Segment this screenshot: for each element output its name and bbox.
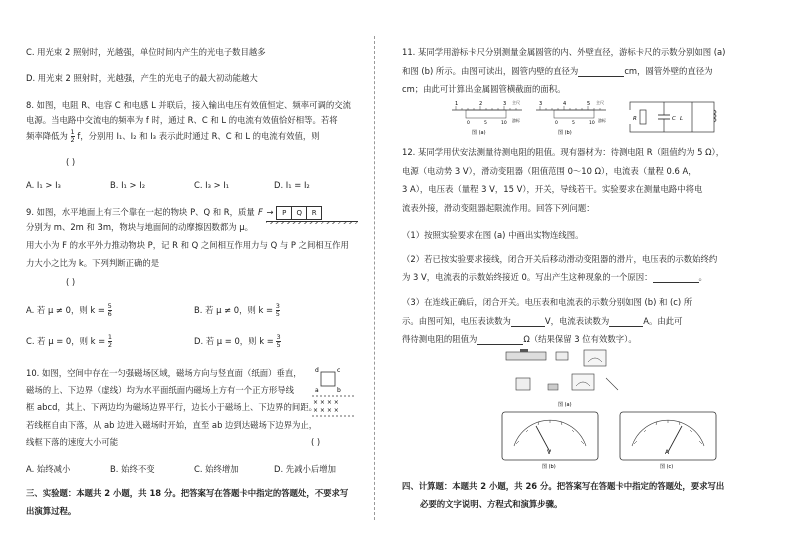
q9-d-den: 5 <box>276 341 281 349</box>
vern-b-10: 10 <box>589 121 595 126</box>
label-a: a <box>315 387 319 394</box>
q9-line-4: 力大小之比为 k。下列判断正确的是 <box>26 258 160 268</box>
rheostat-icon <box>506 352 546 360</box>
q9-line-1: 9. 如图，水平地面上有三个靠在一起的物块 P、Q 和 R，质量 <box>26 207 255 217</box>
q9-option-c-fraction <box>108 334 112 349</box>
q9-option-b-text: B. 若 μ ≠ 0，则 k = <box>194 305 274 315</box>
vernier-a <box>452 99 522 136</box>
caption-a: 图 (a) <box>472 130 486 136</box>
vernier-figures <box>452 98 612 138</box>
vernier-slider-b <box>554 110 594 118</box>
caption-12a: 图 (a) <box>558 402 572 408</box>
ammeter-reading-blank[interactable] <box>609 318 643 327</box>
q8-fraction <box>71 129 75 144</box>
q10-figure <box>312 364 356 418</box>
q9-option-d-text: D. 若 μ = 0，则 k = <box>194 336 274 346</box>
capacitor-gap <box>659 115 669 119</box>
section-3-line-2: 出演算过程。 <box>26 506 77 516</box>
label-l: L <box>680 116 684 122</box>
q9-option-c-text: C. 若 μ = 0，则 k = <box>26 336 106 346</box>
label-c: c <box>337 367 341 374</box>
q9-a-den: 6 <box>107 310 112 318</box>
q10-option-a: A. 始终减小 <box>26 464 71 474</box>
section-3-line-1: 三、实验题：本题共 2 小题，共 18 分。把答案写在答题卡中指定的答题处，不要求写 <box>26 488 349 498</box>
section-4-line-1: 四、计算题：本题共 2 小题，共 26 分。把答案写在答题卡中指定的答题处，要求写出 <box>402 481 725 491</box>
q12-line-2: 电源（电动势 3 V），滑动变阻器（阻值范围 0～10 Ω），电流表（量程 0.6 A， <box>402 166 697 176</box>
voltmeter-unit: V <box>547 449 552 456</box>
right-column <box>402 0 764 560</box>
q8-line-3-end: f，分别用 I₁、I₂ 和 I₃ 表示此时通过 R、C 和 L 的电流有效值，则 <box>77 131 320 141</box>
block-q: Q <box>291 206 307 220</box>
q9-option-c <box>26 334 112 349</box>
column-divider <box>374 36 375 520</box>
meters-figure <box>498 410 724 470</box>
wire-frame-square <box>321 372 335 386</box>
tick-b-5: 5 <box>587 101 591 107</box>
q8-fraction-den: 2 <box>70 136 75 144</box>
q8-option-b: B. I₁ > I₂ <box>110 180 146 190</box>
q12-line-1: 12. 某同学用伏安法测量待测电阻的阻值。现有器材为：待测电阻 R（阻值约为 5 Ω）， <box>402 147 725 157</box>
q12-line-4: 流表外接，滑动变阻器起限流作用。回答下列问题： <box>402 203 595 213</box>
q9-option-a-text: A. 若 μ ≠ 0，则 k = <box>26 305 105 315</box>
label-b: b <box>337 387 341 394</box>
q12-part-3-line-2 <box>402 316 682 327</box>
q10-line-2: 磁场的上、下边界（虚线）均为水平面纸面内磁场上方有一个正方形导线 <box>26 385 294 395</box>
q9-option-d <box>194 334 281 349</box>
q8-option-a: A. I₁ > I₃ <box>26 180 61 190</box>
inner-diameter-blank[interactable] <box>578 68 624 77</box>
q8-paren: ( ) <box>66 157 76 167</box>
q10-option-b: B. 始终不变 <box>110 464 155 474</box>
section-4-line-2: 必要的文字说明、方程式和演算步骤。 <box>420 499 563 509</box>
q9-paren: ( ) <box>66 277 76 287</box>
battery-icon <box>516 378 530 390</box>
q12-part-3-line-1: （3）在连线正确后，闭合开关。电压表和电流表的示数分别如图 (b) 和 (c) 所 <box>402 297 693 307</box>
vern-a-10: 10 <box>501 121 507 126</box>
vernier-label-b: 游标 <box>598 118 606 123</box>
q9-option-a-fraction <box>108 303 112 318</box>
wire-icon <box>606 378 618 390</box>
q11-line-1: 11. 某同学用游标卡尺分别测量金属圆管的内、外壁直径，游标卡尺的示数分别如图 (a) <box>402 47 726 57</box>
block-p: P <box>276 206 292 220</box>
q9-line-2: 分别为 m、2m 和 3m，物块与地面间的动摩擦因数都为 μ。 <box>26 222 253 232</box>
rcl-circuit <box>624 98 720 138</box>
q12-part-2-line-2 <box>402 272 707 283</box>
main-ticks-a <box>456 106 516 110</box>
label-d: d <box>315 367 319 374</box>
q8-option-c: C. I₃ > I₁ <box>194 180 230 190</box>
q10-line-5: 线框下落的速度大小可能 <box>26 437 119 447</box>
q12-part-1: （1）按照实验要求在图 (a) 中画出实物连线图。 <box>402 230 584 240</box>
q10-line-3: 框 abcd，其上、下两边均为磁场边界平行，边长小于磁场上、下边界的间距。 <box>26 402 318 412</box>
q12-part-3-text-3: A。由此可 <box>643 316 683 326</box>
q8-line-3 <box>26 129 320 144</box>
failure-reason-blank[interactable] <box>653 274 699 283</box>
q7-option-c: C. 用光束 2 照射时，光越强，单位时间内产生的光电子数目越多 <box>26 47 266 57</box>
main-scale-label-a: 主尺 <box>512 100 520 105</box>
q8-fraction-num: 1 <box>70 128 75 136</box>
q11-line-2-mid: cm，圆管外壁的直径为 <box>624 66 713 76</box>
vern-b-5: 5 <box>572 121 575 126</box>
q12-part-3-line-3 <box>402 334 637 345</box>
resistor-icon <box>640 110 646 124</box>
field-marks-row-1: × × × × <box>313 399 339 406</box>
q8-line-3-start: 频率降低为 <box>26 131 68 141</box>
q9-b-den: 5 <box>275 310 280 318</box>
tick-a-3: 3 <box>503 101 507 107</box>
q10-option-d: D. 先减小后增加 <box>274 464 337 474</box>
q12-part-3-text-2: V，电流表读数为 <box>544 316 610 326</box>
resistance-blank[interactable] <box>477 336 523 345</box>
q10-paren: ( ) <box>311 437 321 447</box>
q9-c-den: 2 <box>107 341 112 349</box>
q10-line-4: 若线框自由下落，从 ab 边进入磁场时开始，直至 ab 边到达磁场下边界为止， <box>26 420 318 430</box>
tick-b-4: 4 <box>563 101 567 107</box>
q9-d-num: 3 <box>276 333 281 341</box>
q9-option-b <box>194 303 280 318</box>
q12-line-3: 3 A），电压表（量程 3 V，15 V），开关，导线若干。实验要求在测量电路中将电 <box>402 184 703 194</box>
q11-line-2 <box>402 66 712 77</box>
voltmeter-reading-blank[interactable] <box>511 318 545 327</box>
q12-part-3-text-5: Ω（结果保留 3 位有效数字）。 <box>523 334 637 344</box>
vernier-label-a: 游标 <box>512 118 520 123</box>
q9-a-num: 5 <box>107 302 112 310</box>
q10-option-c: C. 始终增加 <box>194 464 239 474</box>
left-column <box>26 0 360 560</box>
tick-a-1: 1 <box>455 101 459 107</box>
q12-part-2-line-1: （2）若已按实验要求接线，闭合开关后移动滑动变阻器的滑片，电压表的示数始终约 <box>402 254 718 264</box>
vern-a-0: 0 <box>467 121 470 126</box>
vern-a-5: 5 <box>484 121 487 126</box>
main-scale-label-b: 主尺 <box>596 100 604 105</box>
apparatus-figure <box>502 348 632 412</box>
label-c: C <box>672 116 676 122</box>
q9-figure <box>258 206 358 224</box>
main-ticks-b <box>540 106 600 110</box>
block-r: R <box>306 206 322 220</box>
q12-part-2-end: 。 <box>698 272 707 282</box>
q12-part-2-text: 为 3 V，电流表的示数始终接近 0。写出产生这种现象的一个原因： <box>402 272 653 282</box>
vernier-slider-a <box>466 110 506 118</box>
label-r: R <box>633 116 637 122</box>
q11-line-2-start: 和图 (b) 所示。由图可读出，圆管内壁的直径为 <box>402 66 579 76</box>
field-marks-row-2: × × × × <box>313 407 339 414</box>
q9-line-3: 用大小为 F 的水平外力推动物块 P，记 R 和 Q 之间相互作用力与 Q 与 P 之间相互作用 <box>26 240 349 250</box>
ammeter-dial <box>620 412 716 470</box>
tick-b-3: 3 <box>539 101 543 107</box>
q9-c-num: 1 <box>107 333 112 341</box>
tick-a-2: 2 <box>479 101 483 107</box>
vernier-b <box>536 99 607 136</box>
ground-line <box>266 221 358 224</box>
q9-option-a <box>26 303 112 318</box>
q11-line-3: cm；由此可计算出金属圆管横截面的面积。 <box>402 84 566 94</box>
q8-option-d: D. I₁ = I₂ <box>274 180 310 190</box>
caption-b: 图 (b) <box>558 130 572 136</box>
caption-12c: 图 (c) <box>660 464 674 470</box>
force-arrow-icon: → <box>266 207 274 217</box>
vern-b-0: 0 <box>555 121 558 126</box>
voltmeter-dial <box>502 412 598 470</box>
q8-line-2: 电源。当电路中交流电的频率为 f 时，通过 R、C 和 L 的电流有效值恰好相等。若将 <box>26 115 338 125</box>
caption-12b: 图 (b) <box>542 464 556 470</box>
q9-option-d-fraction <box>276 334 280 349</box>
q12-part-3-text-4: 得待测电阻的阻值为 <box>402 334 478 344</box>
force-label: F <box>258 207 263 217</box>
q9-option-b-fraction <box>276 303 280 318</box>
q8-line-1: 8. 如图，电阻 R、电容 C 和电感 L 并联后，接入输出电压有效值恒定、频率可调的交流 <box>26 100 352 110</box>
q10-line-1: 10. 如图，空间中存在一匀强磁场区域，磁场方向与竖直面（纸面）垂直， <box>26 368 302 378</box>
switch-icon <box>548 384 558 390</box>
ammeter-unit: A <box>665 449 670 456</box>
q7-option-d: D. 用光束 2 照射时，光越强，产生的光电子的最大初动能越大 <box>26 73 258 83</box>
q9-b-num: 3 <box>275 302 280 310</box>
q12-part-3-text-1: 示。由图可知，电压表读数为 <box>402 316 511 326</box>
rheostat-slider <box>520 349 528 352</box>
resistor-component <box>556 352 568 360</box>
